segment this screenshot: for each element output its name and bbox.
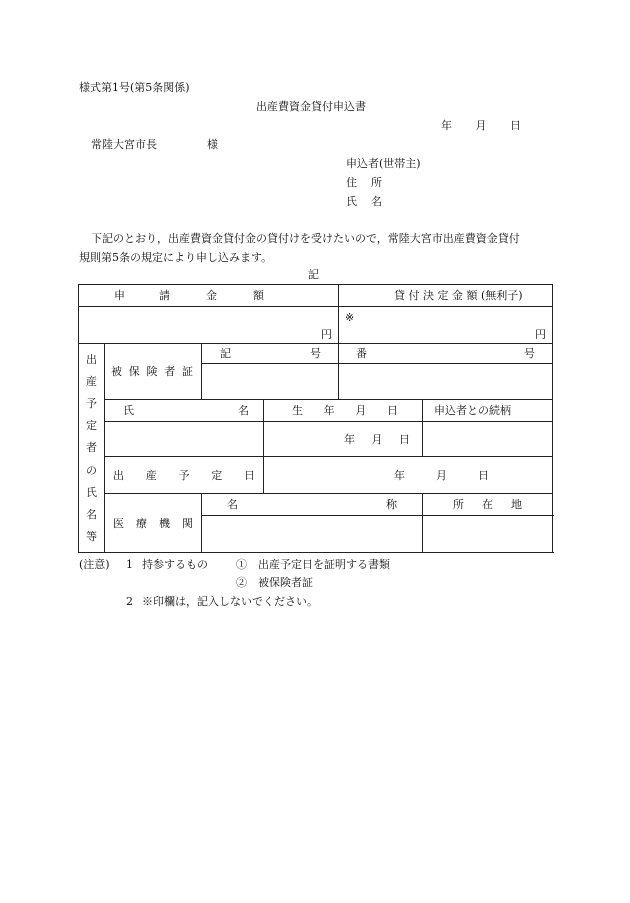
yen-unit: 円	[535, 328, 546, 341]
institution-name-header: 名 称	[202, 494, 423, 516]
applicant-name-label: 氏 名	[346, 195, 382, 208]
applicant-label: 申込者(世帯主)	[346, 157, 421, 170]
date-line	[441, 120, 521, 131]
birth-date-header: 生 年 月 日	[264, 400, 423, 422]
institution-location-field[interactable]	[423, 516, 553, 553]
insurance-card-label: 被 保 険 者 証	[105, 344, 202, 400]
asterisk-mark: ※	[345, 311, 355, 324]
due-date-field[interactable]: 年 月 日	[264, 457, 553, 494]
institution-name-field[interactable]	[202, 516, 423, 553]
kigo-header: 記 号	[202, 344, 339, 364]
decided-amount-header: 貸 付 決 定 金 額 (無利子)	[339, 285, 553, 307]
institution-location-header: 所 在 地	[423, 494, 553, 516]
name-header: 氏 名	[105, 400, 264, 422]
month-label: 月	[475, 119, 487, 132]
request-amount-header: 申 請 金 額	[79, 285, 339, 307]
note-1-number: 1	[126, 558, 133, 571]
applicant-address-label: 住 所	[346, 176, 382, 189]
bango-field[interactable]	[339, 364, 553, 400]
day-label: 日	[510, 119, 521, 132]
note-1-sub-1: ① 出産予定日を証明する書類	[236, 558, 390, 571]
medical-institution-label: 医 療 機 関	[105, 494, 202, 553]
kigo-field[interactable]	[202, 364, 339, 400]
year-label: 年	[441, 119, 452, 132]
note-2-text: ※印欄は，記入しないでください。	[142, 595, 318, 608]
yen-unit: 円	[321, 328, 332, 341]
decided-amount-field	[339, 307, 553, 344]
expectant-person-side-label: 出 産 予 定 者 の 氏 名 等	[79, 344, 105, 553]
bango-header: 番 号	[339, 344, 553, 364]
note-1-text: 持参するもの	[142, 558, 208, 571]
request-amount-field[interactable]	[79, 307, 339, 344]
form-title: 出産費資金貸付申込書	[256, 100, 366, 113]
honorific: 様	[207, 138, 218, 151]
note-1-sub-2: ② 被保険者証	[236, 576, 313, 589]
addressee: 常陸大宮市長	[91, 138, 157, 151]
body-text-line-2: 規則第5条の規定により申し込みます。	[79, 251, 273, 264]
birth-date-field[interactable]: 年 月 日	[264, 422, 423, 457]
relation-field[interactable]	[423, 422, 553, 457]
relation-header: 申込者との続柄	[423, 400, 553, 422]
due-date-label: 出 産 予 定 日	[105, 457, 264, 494]
name-field[interactable]	[105, 422, 264, 457]
notes-label: (注意)	[79, 558, 110, 571]
application-table	[78, 284, 553, 553]
ki-heading: 記	[308, 268, 319, 281]
body-text-line-1: 下記のとおり，出産費資金貸付金の貸付けを受けたいので，常陸大宮市出産費資金貸付	[91, 232, 520, 245]
form-number: 様式第1号(第5条関係)	[79, 81, 190, 94]
note-2-number: 2	[126, 595, 133, 608]
